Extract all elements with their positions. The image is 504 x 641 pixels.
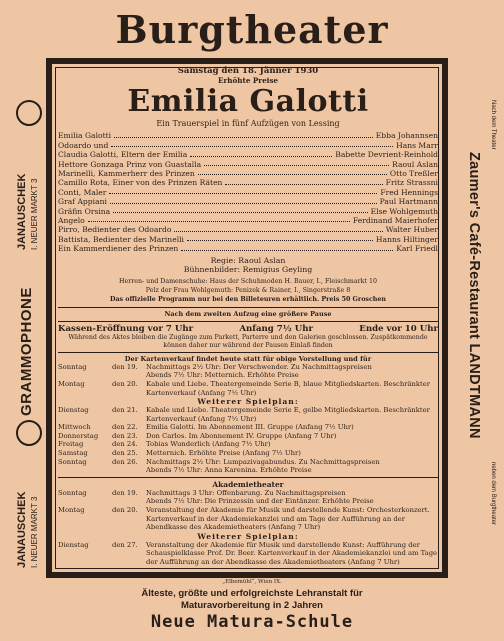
schedule-row	[58, 406, 438, 423]
divider	[58, 307, 438, 308]
schedule-event: Veranstaltung der Akademie für Musik und darstellende Kunst: Orchesterkonzert. Kartenverkauf in der Akademiekanzlei und am Tage der Aufführung an der Abendkasse des Akademietheaters (Anfang 7 Uhr)	[146, 506, 430, 532]
schedule-event: Abends 7½ Uhr: Metternich. Erhöhte Preise	[146, 371, 299, 380]
cast-actor: Fred Hennings	[380, 187, 438, 197]
schedule-date: den 19.	[112, 362, 138, 371]
schedule-week	[58, 406, 438, 475]
school-tagline: Älteste, größte und erfolgreichste Lehranstalt für	[141, 588, 363, 599]
schedule-day	[58, 371, 112, 380]
pause-note: Nach dem zweiten Aufzug eine größere Pause	[164, 309, 332, 318]
cast-role: Battista, Bedienter des Marinelli	[58, 234, 184, 244]
schedule-row	[58, 497, 438, 506]
ad-cafe-name: Zaumer's Café-Restaurant LANDTMANN	[466, 152, 482, 439]
leader-dots	[88, 216, 350, 222]
school-name: Neue Matura-Schule	[150, 612, 354, 632]
cast-role: Hettore Gonzaga Prinz von Guastalla	[58, 159, 202, 169]
ad-note-top: Nach dem Theater	[490, 100, 496, 150]
leader-dots	[204, 160, 389, 166]
box-office-opening: Kassen-Eröffnung vor 7 Uhr	[58, 324, 194, 335]
cast-role: Pirro, Bedienter des Odoardo	[58, 225, 172, 235]
schedule-event: Don Carlos. Im Abonnement IV. Gruppe (Anfang 7 Uhr)	[146, 431, 337, 440]
schedule-row	[58, 466, 438, 475]
cast-row	[58, 216, 438, 225]
schedule-event: Nachmittags 2½ Uhr: Der Verschwender. Zu Nachmittagspreisen	[146, 362, 372, 371]
schedule-akademie	[58, 489, 438, 532]
cast-role: Claudia Galotti, Eltern der Emilia	[58, 150, 188, 160]
leader-dots	[109, 188, 377, 194]
schedule-day: Montag	[58, 506, 85, 515]
leader-dots	[174, 225, 382, 231]
schedule-date: den 21.	[112, 406, 138, 415]
leader-dots	[113, 207, 367, 213]
schedule-event: Nachmittags 3 Uhr: Offenbarung. Zu Nachmittagspreisen	[146, 488, 346, 497]
cast-role: Emilia Galotti	[58, 131, 112, 141]
schedule-event: Veranstaltung der Akademie für Musik und darstellende Kunst: Aufführung der Schauspielklasse Prof. Dr. Beer. Kartenverkauf in der Akademiekanzlei und am Tage der Aufführung an der Abendkasse des Akademietheaters (Anfang 7 Uhr)	[146, 540, 438, 566]
schedule-day: Montag	[58, 379, 85, 388]
credit-line-3: Das offizielle Programm nur bei den Billeteuren erhältlich. Preis 50 Groschen	[110, 296, 386, 304]
leader-dots	[111, 141, 393, 147]
further-schedule-heading-2: Weiterer Spielplan:	[197, 531, 299, 541]
gramophone-logo-icon	[16, 100, 42, 126]
schedule-day: Dienstag	[58, 406, 89, 415]
schedule-event: Abends 7½ Uhr: Anna Karenina. Erhöhte Preise	[146, 466, 312, 475]
cast-row	[58, 235, 438, 244]
school-offer: Maturavorbereitung in 2 Jahren	[180, 600, 323, 611]
cast-actor: Babette Devrient-Reinhold	[335, 150, 438, 160]
schedule-row	[58, 363, 438, 372]
akademie-heading: Akademietheater	[212, 479, 284, 489]
ad-product: GRAMMOPHONE	[18, 287, 35, 416]
timing-row	[58, 324, 438, 334]
cast-row	[58, 131, 438, 140]
cast-row	[58, 169, 438, 178]
printer-credit: „Elbemühl“, Wien IX.	[222, 579, 282, 585]
schedule-day: Samstag	[58, 449, 88, 458]
play-subtitle: Ein Trauerspiel in fünf Aufzügen von Lessing	[156, 119, 340, 129]
theater-title: Burgtheater	[115, 7, 389, 52]
schedule-date: den 19.	[112, 488, 138, 497]
schedule-day: Sonntag	[58, 457, 87, 466]
schedule-row	[58, 380, 438, 397]
cast-actor: Hanns Hiltinger	[375, 234, 438, 244]
schedule-date: den 20.	[112, 506, 138, 515]
cast-role: Marinelli, Kammerherr des Prinzen	[58, 169, 195, 179]
cast-actor: Ferdinand Maierhofer	[352, 216, 438, 226]
stage-credit: Bühnenbilder: Remigius Geyling	[183, 265, 313, 275]
presale-note: Der Kartenverkauf findet heute statt für obige Vorstellung und für	[124, 354, 372, 363]
schedule-date: den 27.	[112, 540, 138, 549]
schedule-row	[58, 506, 438, 532]
schedule-row	[58, 371, 438, 380]
cast-row	[58, 188, 438, 197]
leader-dots	[198, 169, 387, 175]
divider	[58, 477, 438, 478]
leader-dots	[225, 178, 382, 184]
schedule-day: Sonntag	[58, 488, 87, 497]
schedule-event: Emilia Galotti. Im Abonnement III. Gruppe (Anfang 7½ Uhr)	[146, 423, 354, 432]
cafe-ad	[452, 100, 498, 570]
performance-date: Samstag den 18. Jänner 1930	[177, 66, 319, 76]
cast-actor: Walter Huber	[385, 225, 438, 235]
cast-role: Camillo Rota, Einer von des Prinzen Räten	[58, 178, 223, 188]
divider	[58, 352, 438, 353]
cast-row	[58, 244, 438, 253]
ad-address-top: I. NEUER MARKT 3	[30, 178, 39, 250]
cast-role: Angelo	[58, 216, 85, 226]
gramophone-logo-icon	[16, 420, 42, 446]
schedule-event: Tobias Wunderlich (Anfang 7½ Uhr)	[146, 440, 271, 449]
ad-note-bottom: neben dem Burgtheater	[490, 462, 496, 526]
schedule-row	[58, 449, 438, 458]
schedule-event: Kabale und Liebe. Theatergemeinde Serie B, blaue Mitgliedskarten. Beschränkter Kartenverkauf (Anfang 7½ Uhr)	[146, 379, 430, 397]
cast-actor: Ebba Johannsen	[375, 131, 438, 141]
cast-row	[58, 197, 438, 206]
ad-brand-bottom: JANAUSCHEK	[16, 491, 28, 568]
divider	[58, 321, 438, 322]
direction-credit: Regie: Raoul Aslan	[210, 255, 286, 265]
cast-row	[58, 150, 438, 159]
cast-row	[58, 160, 438, 169]
credit-line-2: Pelz der Frau Wohlgemuth: Penizek & Rainer, I., Singerstraße 8	[145, 286, 351, 294]
program-content	[58, 66, 438, 567]
schedule-date: den 20.	[112, 379, 138, 388]
schedule-event: Nachmittags 2½ Uhr: Lumpazivagabundus. Zu Nachmittagspreisen	[146, 457, 380, 466]
schedule-date	[112, 371, 146, 380]
leader-dots	[187, 235, 373, 241]
schedule-row	[58, 541, 438, 567]
leader-dots	[110, 197, 377, 203]
ad-brand-top: JANAUSCHEK	[16, 173, 28, 250]
cast-actor: Else Wohlgemuth	[370, 206, 438, 216]
schedule-day: Sonntag	[58, 362, 87, 371]
schedule-row	[58, 440, 438, 449]
schedule-event: Metternich. Erhöhte Preise (Anfang 7½ Uhr)	[146, 449, 301, 458]
schedule-date: den 23.	[112, 431, 138, 440]
schedule-today	[58, 363, 438, 397]
late-entry-note: Während des Aktes bleiben die Zugänge zum Parkett, Parterre und den Galerien geschlossen. Zuspätkommende können daher nur während der Pausen Einlaß finden	[68, 334, 428, 349]
schedule-day: Donnerstag	[58, 431, 99, 440]
schedule-day	[58, 497, 112, 506]
cast-actor: Raoul Aslan	[392, 159, 438, 169]
schedule-row	[58, 458, 438, 467]
schedule-date: den 22.	[112, 423, 138, 432]
schedule-day	[58, 466, 112, 475]
cast-role: Conti, Maler	[58, 187, 107, 197]
cast-actor: Karl Friedl	[396, 244, 438, 254]
schedule-row	[58, 423, 438, 432]
cast-row	[58, 225, 438, 234]
price-note: Erhöhte Preise	[217, 76, 279, 85]
cast-row	[58, 178, 438, 187]
cast-role: Graf Appiani	[58, 197, 107, 207]
schedule-date: den 24.	[112, 440, 138, 449]
cast-actor: Fritz Strassni	[385, 178, 438, 188]
cast-list	[58, 131, 438, 253]
schedule-day: Mittwoch	[58, 423, 91, 432]
cast-actor: Otto Treßler	[389, 169, 438, 179]
end-time: Ende vor 10 Uhr	[359, 324, 438, 335]
ad-address-bottom: I. NEUER MARKT 3	[30, 496, 39, 568]
schedule-row	[58, 489, 438, 498]
cast-row	[58, 207, 438, 216]
leader-dots	[114, 131, 373, 137]
cast-actor: Paul Hartmann	[379, 197, 438, 207]
schedule-day: Freitag	[58, 440, 84, 449]
schedule-row	[58, 432, 438, 441]
play-title: Emilia Galotti	[127, 84, 369, 120]
schedule-event: Abends 7½ Uhr: Die Prinzessin und der Eintänzer. Erhöhte Preise	[146, 497, 374, 506]
schedule-date	[112, 497, 146, 506]
cast-actor: Hans Marr	[396, 140, 438, 150]
schedule-date: den 25.	[112, 449, 138, 458]
leader-dots	[190, 150, 332, 156]
cast-role: Odoardo und	[58, 140, 109, 150]
credit-line-1: Herren- und Damenschuhe: Haus der Schuhmoden H. Bauer, I., Fleischmarkt 10	[118, 277, 377, 285]
schedule-day: Dienstag	[58, 540, 89, 549]
schedule-date	[112, 466, 146, 475]
schedule-event: Kabale und Liebe. Theatergemeinde Serie E, gelbe Mitgliedskarten. Beschränkter Kartenverkauf (Anfang 7½ Uhr)	[146, 406, 430, 423]
further-schedule-heading: Weiterer Spielplan:	[197, 397, 299, 407]
schedule-date: den 26.	[112, 457, 138, 466]
start-time: Anfang 7½ Uhr	[239, 324, 313, 335]
cast-role: Ein Kammerdiener des Prinzen	[58, 244, 179, 254]
leader-dots	[181, 244, 393, 250]
cast-role: Gräfin Orsina	[58, 206, 111, 216]
cast-row	[58, 141, 438, 150]
grammophone-ad	[14, 100, 44, 570]
schedule-akademie-week	[58, 541, 438, 567]
